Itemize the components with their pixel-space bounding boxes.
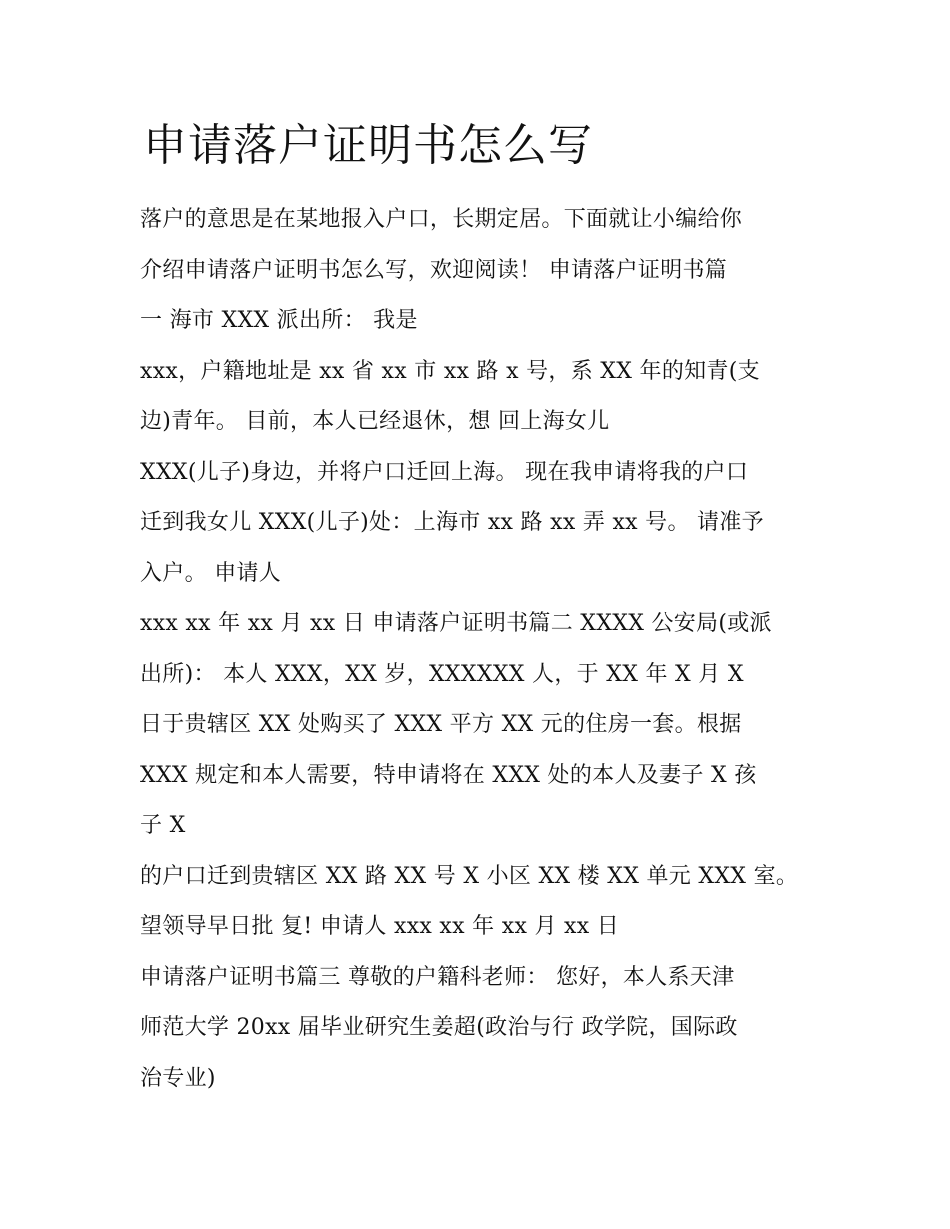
document-title: 申请落户证明书怎么写 <box>143 120 593 171</box>
body-line: 治专业) <box>140 1065 216 1091</box>
body-line: XXX 规定和本人需要，特申请将在 XXX 处的本人及妻子 X 孩 <box>140 762 757 788</box>
body-line: 日于贵辖区 XX 处购买了 XXX 平方 XX 元的住房一套。根据 <box>140 712 742 737</box>
body-line: 出所)： 本人 XXX，XX 岁，XXXXXX 人，于 XX 年 X 月 X <box>140 661 744 687</box>
body-line: 子 X <box>140 813 186 838</box>
body-line: 入户。 申请人 <box>140 560 282 586</box>
body-line: xxx，户籍地址是 xx 省 xx 市 xx 路 x 号，系 XX 年的知青(支 <box>140 358 760 384</box>
body-line: 迁到我女儿 XXX(儿子)处：上海市 xx 路 xx 弄 xx 号。 请准予 <box>140 510 764 535</box>
body-line: 申请落户证明书篇三 尊敬的户籍科老师： 您好，本人系天津 <box>140 964 735 990</box>
body-line: 介绍申请落户证明书怎么写，欢迎阅读！ 申请落户证明书篇 <box>140 257 728 283</box>
body-line: xxx xx 年 xx 月 xx 日 申请落户证明书篇二 XXXX 公安局(或派 <box>140 611 772 636</box>
body-line: 一 海市 XXX 派出所： 我是 <box>140 308 418 333</box>
body-line: XXX(儿子)身边，并将户口迁回上海。 现在我申请将我的户口 <box>140 459 749 485</box>
body-line: 师范大学 20xx 届毕业研究生姜超(政治与行 政学院，国际政 <box>140 1015 738 1040</box>
body-line: 落户的意思是在某地报入户口，长期定居。下面就让小编给你 <box>140 207 743 232</box>
document-body <box>140 195 830 1104</box>
body-line: 望领导早日批 复! 申请人 xxx xx 年 xx 月 xx 日 <box>140 914 620 939</box>
body-line: 边)青年。 目前，本人已经退休，想 回上海女儿 <box>140 409 610 434</box>
body-line: 的户口迁到贵辖区 XX 路 XX 号 X 小区 XX 楼 XX 单元 XXX 室。 <box>140 863 799 889</box>
